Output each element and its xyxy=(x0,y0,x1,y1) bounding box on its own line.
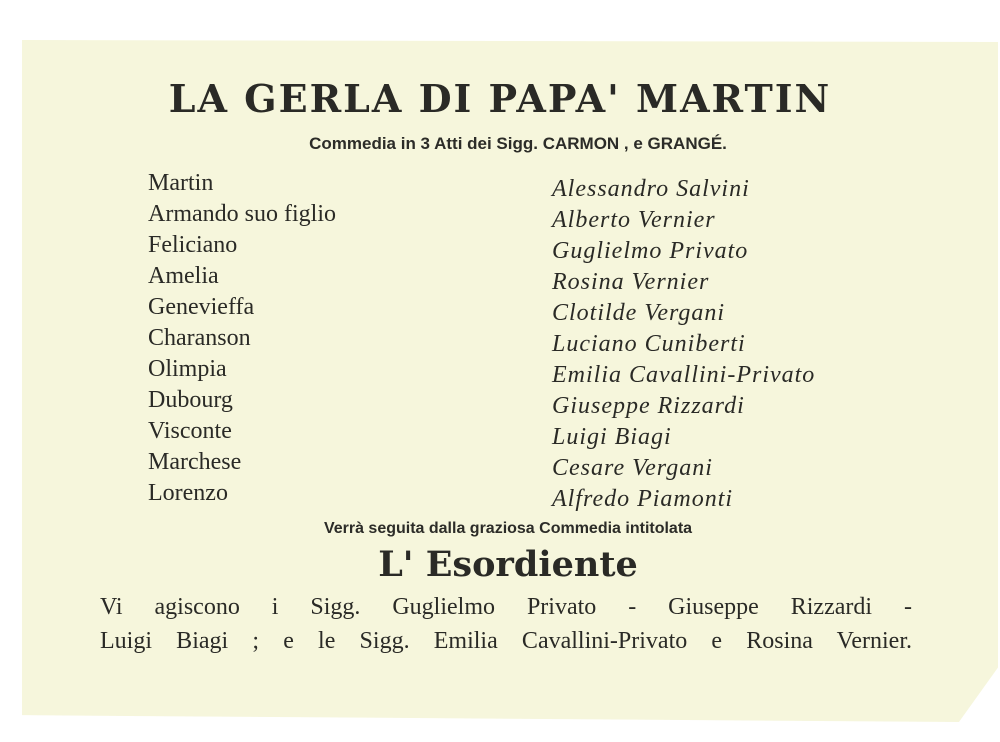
role-name: Lorenzo xyxy=(148,480,228,506)
actors-column xyxy=(552,174,815,515)
role-name: Marchese xyxy=(148,449,242,475)
role-name: Visconte xyxy=(148,418,232,444)
actor-name: Alfredo Piamonti xyxy=(552,486,734,512)
role-name: Olimpia xyxy=(148,356,227,382)
roles-column xyxy=(148,168,336,509)
actor-name: Clotilde Vergani xyxy=(552,300,726,326)
actor-name: Guglielmo Privato xyxy=(552,238,749,264)
actor-name: Luciano Cuniberti xyxy=(552,331,746,357)
role-name: Amelia xyxy=(148,263,219,289)
followed-by-note: Verrà seguita dalla graziosa Commedia intitolata xyxy=(323,520,693,537)
actor-name: Rosina Vernier xyxy=(552,269,710,295)
play-subtitle: Commedia in 3 Atti dei Sigg. CARMON , e GRANGÉ. xyxy=(309,134,727,153)
second-cast-line: Vi agiscono i Sigg. Guglielmo Privato - Giuseppe Rizzardi - xyxy=(100,594,912,620)
role-name: Martin xyxy=(148,170,214,196)
actor-name: Emilia Cavallini-Privato xyxy=(552,362,816,388)
role-name: Genevieffa xyxy=(148,294,255,320)
role-name: Charanson xyxy=(148,325,251,351)
second-play-title: L' Esordiente xyxy=(378,544,638,585)
role-name: Armando suo figlio xyxy=(148,201,336,227)
play-title: LA GERLA DI PAPA' MARTIN xyxy=(168,76,832,121)
actor-name: Cesare Vergani xyxy=(552,455,713,481)
actor-name: Alessandro Salvini xyxy=(552,176,750,202)
role-name: Dubourg xyxy=(148,387,233,413)
actor-name: Giuseppe Rizzardi xyxy=(552,393,745,419)
second-cast-line: Luigi Biagi ; e le Sigg. Emilia Cavallini-Privato e Rosina Vernier. xyxy=(100,628,912,654)
role-name: Feliciano xyxy=(148,232,238,258)
actor-name: Luigi Biagi xyxy=(552,424,672,450)
actor-name: Alberto Vernier xyxy=(552,207,716,233)
